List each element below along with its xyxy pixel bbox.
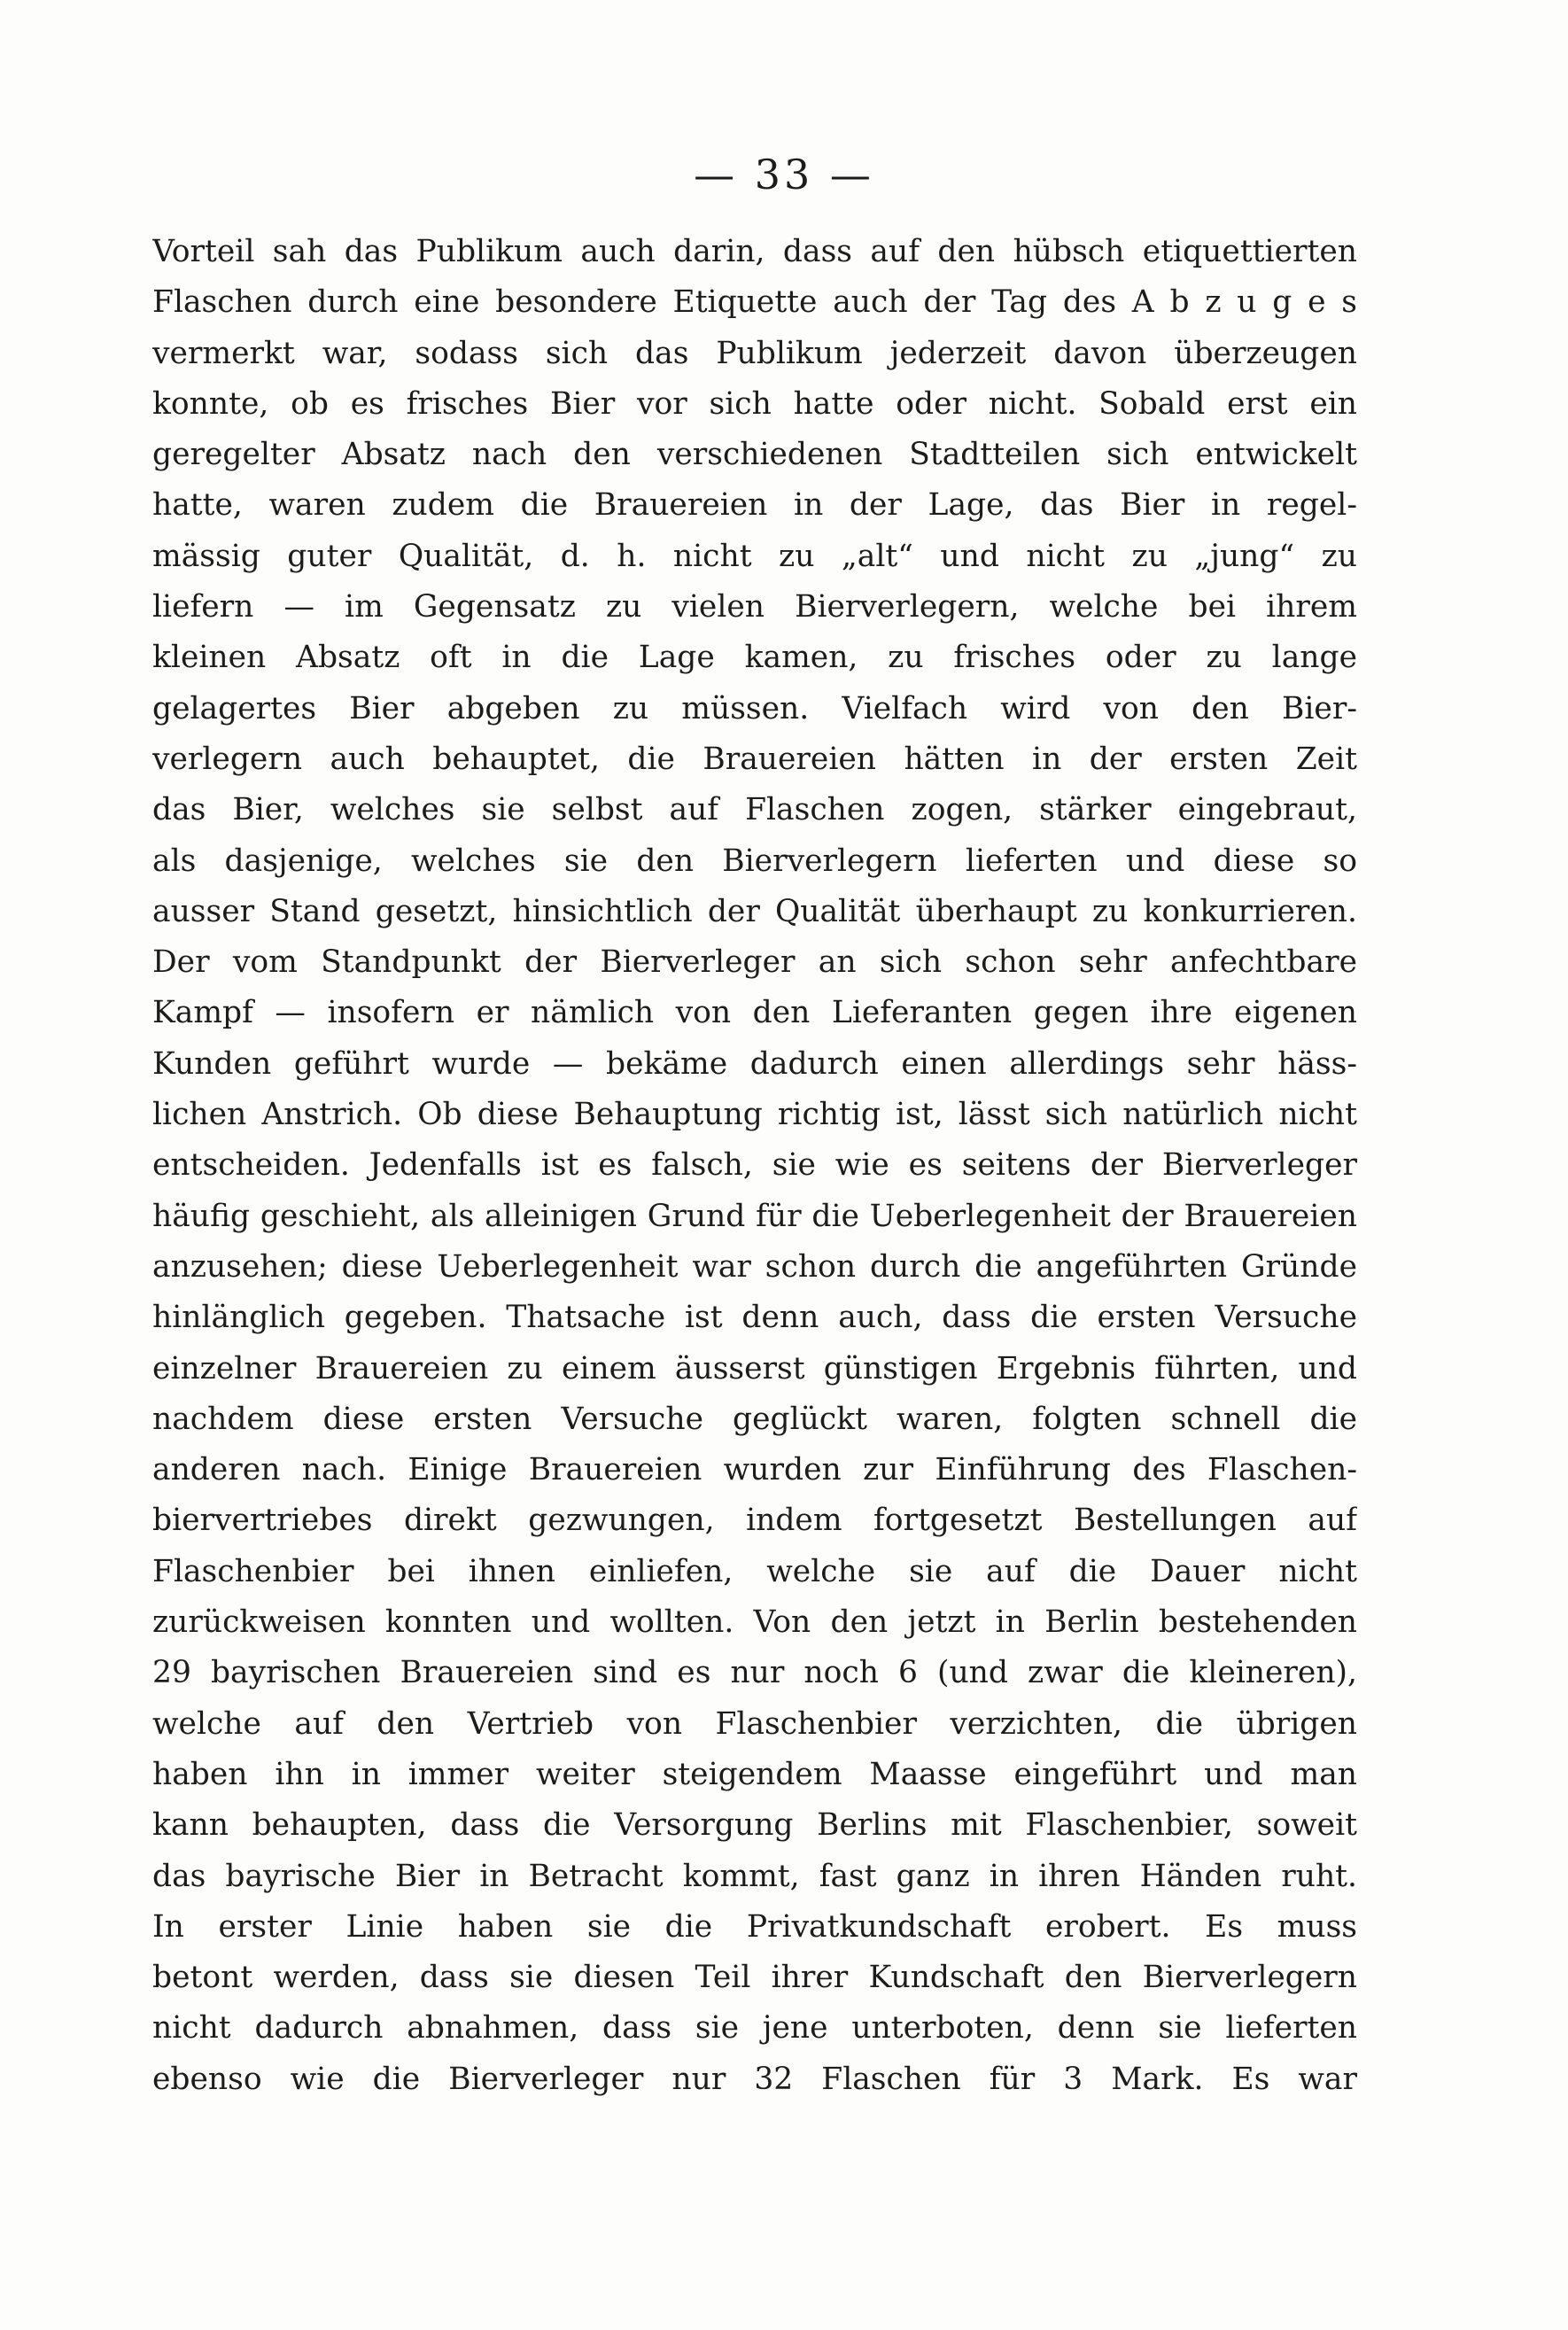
text-line: Flaschen durch eine besondere Etiquette auch der Tag des A b z u g e s: [152, 284, 1357, 321]
text-line: mässig guter Qualität, d. h. nicht zu „alt“ und nicht zu „jung“ zu: [152, 538, 1357, 574]
text-line: gelagertes Bier abgeben zu müssen. Vielfach wird von den Bier-: [152, 690, 1357, 726]
text-line: anzusehen; diese Ueberlegenheit war schon durch die angeführten Gründe: [152, 1248, 1357, 1285]
text-line: Kunden geführt wurde — bekäme dadurch einen allerdings sehr häss-: [152, 1045, 1357, 1082]
text-line: hatte, waren zudem die Brauereien in der Lage, das Bier in regel-: [152, 487, 1357, 524]
text-line: einzelner Brauereien zu einem äusserst günstigen Ergebnis führten, und: [152, 1350, 1357, 1386]
text-line: lichen Anstrich. Ob diese Behauptung richtig ist, lässt sich natürlich nicht: [152, 1097, 1357, 1133]
text-line: ebenso wie die Bierverleger nur 32 Flaschen für 3 Mark. Es war: [152, 2061, 1357, 2097]
page-number: — 33 —: [694, 151, 874, 198]
text-line: Kampf — insofern er nämlich von den Lieferanten gegen ihre eigenen: [152, 995, 1357, 1031]
text-line: nachdem diese ersten Versuche geglückt waren, folgten schnell die: [152, 1401, 1357, 1437]
text-line: verlegern auch behauptet, die Brauereien hätten in der ersten Zeit: [152, 741, 1357, 777]
text-line: geregelter Absatz nach den verschiedenen Stadtteilen sich entwickelt: [152, 437, 1357, 473]
text-line: entscheiden. Jedenfalls ist es falsch, sie wie es seitens der Bierverleger: [152, 1147, 1357, 1184]
text-line: häufig geschieht, als alleinigen Grund für die Ueberlegenheit der Brauereien: [152, 1198, 1357, 1234]
text-line: kleinen Absatz oft in die Lage kamen, zu frisches oder zu lange: [152, 640, 1357, 676]
text-line: In erster Linie haben sie die Privatkundschaft erobert. Es muss: [152, 1908, 1357, 1945]
text-line: haben ihn in immer weiter steigendem Maasse eingeführt und man: [152, 1756, 1357, 1792]
text-line: anderen nach. Einige Brauereien wurden zur Einführung des Flaschen-: [152, 1452, 1357, 1488]
body-text: [152, 227, 1357, 2105]
text-line: welche auf den Vertrieb von Flaschenbier verzichten, die übrigen: [152, 1705, 1357, 1742]
text-line: das bayrische Bier in Betracht kommt, fast ganz in ihren Händen ruht.: [152, 1858, 1357, 1894]
text-line: betont werden, dass sie diesen Teil ihrer Kundschaft den Bierverlegern: [152, 1960, 1357, 1996]
text-line: nicht dadurch abnahmen, dass sie jene unterboten, denn sie lieferten: [152, 2010, 1357, 2047]
text-line: das Bier, welches sie selbst auf Flaschen zogen, stärker eingebraut,: [152, 792, 1357, 828]
text-line: Flaschenbier bei ihnen einliefen, welche sie auf die Dauer nicht: [152, 1553, 1357, 1589]
text-line: konnte, ob es frisches Bier vor sich hatte oder nicht. Sobald erst ein: [152, 385, 1357, 422]
text-line: Vorteil sah das Publikum auch darin, dass auf den hübsch etiquettierten: [152, 234, 1357, 269]
text-line: zurückweisen konnten und wollten. Von den jetzt in Berlin bestehenden: [152, 1604, 1357, 1641]
text-line: kann behaupten, dass die Versorgung Berlins mit Flaschenbier, soweit: [152, 1807, 1357, 1844]
text-line: vermerkt war, sodass sich das Publikum jederzeit davon überzeugen: [152, 335, 1357, 371]
text-line: hinlänglich gegeben. Thatsache ist denn auch, dass die ersten Versuche: [152, 1300, 1357, 1336]
text-line: biervertriebes direkt gezwungen, indem fortgesetzt Bestellungen auf: [152, 1503, 1357, 1539]
text-line: ausser Stand gesetzt, hinsichtlich der Qualität überhaupt zu konkurrieren.: [152, 893, 1357, 929]
text-line: 29 bayrischen Brauereien sind es nur noch 6 (und zwar die kleineren),: [152, 1655, 1357, 1691]
text-line: als dasjenige, welches sie den Bierverlegern lieferten und diese so: [152, 843, 1357, 879]
text-line: liefern — im Gegensatz zu vielen Bierverlegern, welche bei ihrem: [152, 589, 1357, 625]
text-line: Der vom Standpunkt der Bierverleger an sich schon sehr anfechtbare: [152, 944, 1357, 981]
